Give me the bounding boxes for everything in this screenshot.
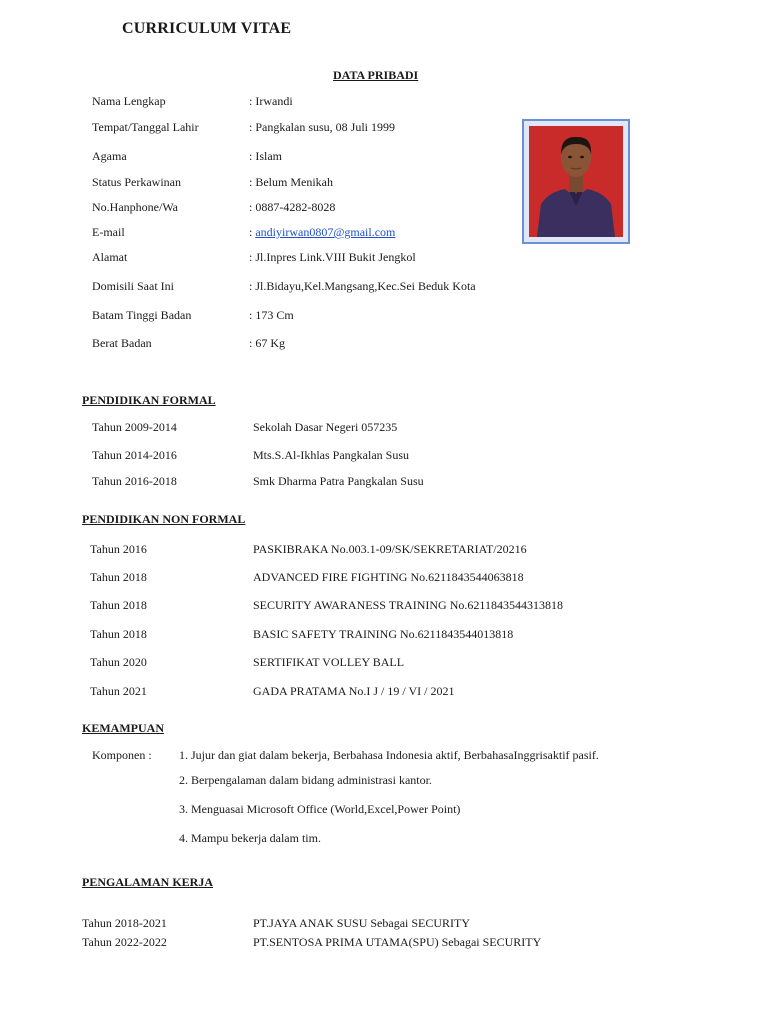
- section-heading-skills: KEMAMPUAN: [82, 721, 164, 735]
- value-marital-status: : Belum Menikah: [249, 175, 333, 189]
- label-address: Alamat: [92, 250, 128, 264]
- section-heading-formal-education: PENDIDIKAN FORMAL: [82, 393, 216, 407]
- skill-item-3: 3. Menguasai Microsoft Office (World,Excel,Power Point): [179, 802, 461, 816]
- work-year-1: Tahun 2018-2021: [82, 916, 167, 930]
- formal-year-3: Tahun 2016-2018: [92, 474, 177, 488]
- formal-year-1: Tahun 2009-2014: [92, 420, 177, 434]
- value-full-name: : Irwandi: [249, 94, 293, 108]
- skill-item-2: 2. Berpengalaman dalam bidang administrasi kantor.: [179, 773, 432, 787]
- nonformal-item-1: PASKIBRAKA No.003.1-09/SK/SEKRETARIAT/20216: [253, 542, 527, 556]
- nonformal-year-6: Tahun 2021: [90, 684, 147, 698]
- formal-year-2: Tahun 2014-2016: [92, 448, 177, 462]
- label-weight: Berat Badan: [92, 336, 152, 350]
- profile-photo: [522, 119, 630, 244]
- work-job-1: PT.JAYA ANAK SUSU Sebagai SECURITY: [253, 916, 471, 930]
- label-height: Batam Tinggi Badan: [92, 308, 192, 322]
- label-full-name: Nama Lengkap: [92, 94, 166, 108]
- nonformal-item-3: SECURITY AWARANESS TRAINING No.6211843544313818: [253, 598, 563, 612]
- value-weight: : 67 Kg: [249, 336, 285, 350]
- nonformal-item-6: GADA PRATAMA No.I J / 19 / VI / 2021: [253, 684, 455, 698]
- value-religion: : Islam: [249, 149, 282, 163]
- nonformal-year-2: Tahun 2018: [90, 570, 147, 584]
- section-heading-work-experience: PENGALAMAN KERJA: [82, 875, 213, 889]
- nonformal-year-3: Tahun 2018: [90, 598, 147, 612]
- label-birth: Tempat/Tanggal Lahir: [92, 120, 199, 134]
- nonformal-item-2: ADVANCED FIRE FIGHTING No.6211843544063818: [253, 570, 524, 584]
- formal-school-3: Smk Dharma Patra Pangkalan Susu: [253, 474, 424, 488]
- skills-label: Komponen :: [92, 748, 152, 762]
- document-title: CURRICULUM VITAE: [122, 20, 292, 37]
- section-heading-personal: DATA PRIBADI: [333, 68, 419, 82]
- photo-portrait: [529, 126, 623, 237]
- formal-school-2: Mts.S.Al-Ikhlas Pangkalan Susu: [253, 448, 409, 462]
- value-phone: : 0887-4282-8028: [249, 200, 336, 214]
- label-religion: Agama: [92, 149, 127, 163]
- person-silhouette-icon: [529, 126, 623, 237]
- value-birth: : Pangkalan susu, 08 Juli 1999: [249, 120, 395, 134]
- label-email: E-mail: [92, 225, 125, 239]
- email-prefix: :: [249, 225, 256, 239]
- value-address: : Jl.Inpres Link.VIII Bukit Jengkol: [249, 250, 416, 264]
- value-height: : 173 Cm: [249, 308, 294, 322]
- section-heading-nonformal-education: PENDIDIKAN NON FORMAL: [82, 512, 246, 526]
- email-link[interactable]: andiyirwan0807@gmail.com: [255, 225, 396, 239]
- nonformal-year-4: Tahun 2018: [90, 627, 147, 641]
- label-domicile: Domisili Saat Ini: [92, 279, 174, 293]
- value-domicile: : Jl.Bidayu,Kel.Mangsang,Kec.Sei Beduk Kota: [249, 279, 476, 293]
- label-phone: No.Hanphone/Wa: [92, 200, 179, 214]
- nonformal-year-5: Tahun 2020: [90, 655, 147, 669]
- work-job-2: PT.SENTOSA PRIMA UTAMA(SPU) Sebagai SECURITY: [253, 935, 542, 949]
- nonformal-item-4: BASIC SAFETY TRAINING No.6211843544013818: [253, 627, 514, 641]
- nonformal-item-5: SERTIFIKAT VOLLEY BALL: [253, 655, 405, 669]
- value-email: [249, 225, 395, 240]
- skill-item-4: 4. Mampu bekerja dalam tim.: [179, 831, 321, 845]
- work-year-2: Tahun 2022-2022: [82, 935, 167, 949]
- skill-item-1: 1. Jujur dan giat dalam bekerja, Berbahasa Indonesia aktif, BerbahasaInggrisaktif pasif.: [179, 748, 599, 762]
- nonformal-year-1: Tahun 2016: [90, 542, 147, 556]
- formal-school-1: Sekolah Dasar Negeri 057235: [253, 420, 398, 434]
- label-marital-status: Status Perkawinan: [92, 175, 181, 189]
